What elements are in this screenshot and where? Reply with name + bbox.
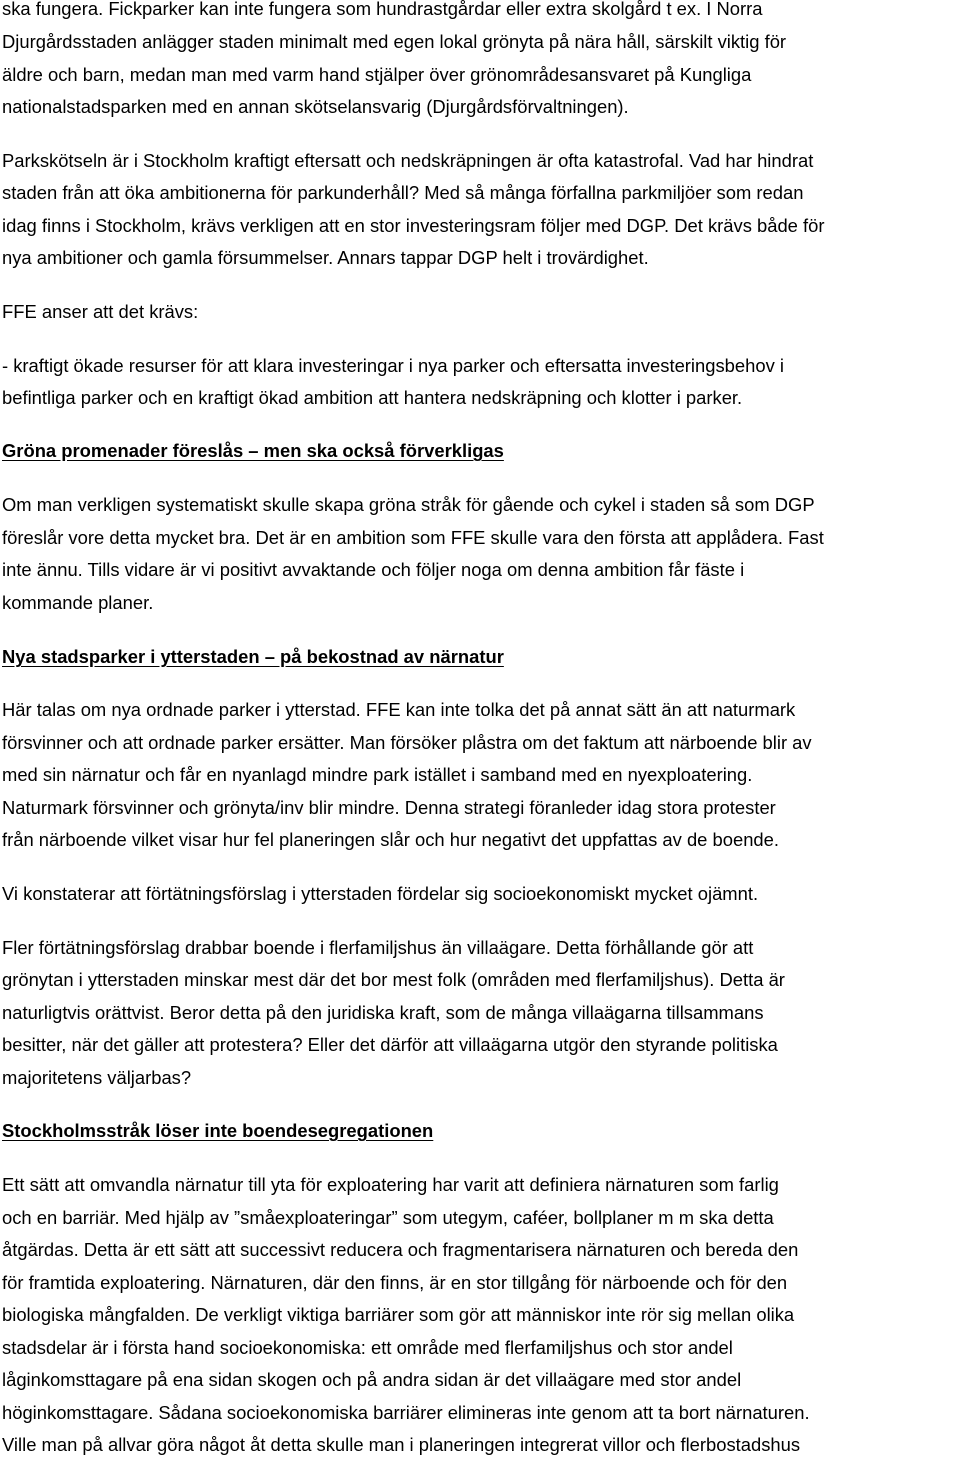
paragraph-line: och en barriär. Med hjälp av ”småexploateringar” som utegym, caféer, bollplaner m m ska detta [2, 1207, 774, 1228]
paragraph-line: äldre och barn, medan man med varm hand stjälper över grönområdesansvaret på Kungliga [2, 64, 752, 85]
paragraph-line: ska fungera. Fickparker kan inte fungera som hundrastgårdar eller extra skolgård t ex. I Norra [2, 0, 763, 19]
paragraph-line: nya ambitioner och gamla försummelser. Annars tappar DGP helt i trovärdighet. [2, 247, 649, 268]
paragraph-line: idag finns i Stockholm, krävs verkligen att en stor investeringsram följer med DGP. Det krävs både för [2, 215, 825, 236]
paragraph-line: höginkomsttagare. Sådana socioekonomiska barriärer elimineras inte genom att ta bort närnaturen. [2, 1402, 810, 1423]
paragraph-line: nationalstadsparken med en annan skötselansvarig (Djurgårdsförvaltningen). [2, 96, 629, 117]
paragraph-line: Om man verkligen systematiskt skulle skapa gröna stråk för gående och cykel i staden så som DGP [2, 494, 815, 515]
paragraph-line: Ville man på allvar göra något åt detta skulle man i planeringen integrerat villor och flerbostadshus [2, 1434, 801, 1455]
paragraph-line: staden från att öka ambitionerna för parkunderhåll? Med så många förfallna parkmiljöer som redan [2, 182, 804, 203]
list-item-line: befintliga parker och en kraftigt ökad ambition att hantera nedskräpning och klotter i parker. [2, 387, 743, 408]
paragraph-line: för framtida exploatering. Närnaturen, där den finns, är en stor tillgång för närboende och för den [2, 1272, 788, 1293]
paragraph-line: stadsdelar är i första hand socioekonomiska: ett område med flerfamiljshus och stor andel [2, 1337, 733, 1358]
paragraph-line: biologiska mångfalden. De verkligt viktiga barriärer som gör att människor inte rör sig mellan olika [2, 1304, 795, 1325]
paragraph-line: Vi konstaterar att förtätningsförslag i ytterstaden fördelar sig socioekonomiskt mycket ojämnt. [2, 883, 759, 904]
paragraph-line: besitter, när det gäller att protestera? Eller det därför att villaägarna utgör den styrande politiska [2, 1034, 778, 1055]
paragraph-line: inte ännu. Tills vidare är vi positivt avvaktande och följer noga om denna ambition får fäste i [2, 559, 745, 580]
paragraph-line: grönytan i ytterstaden minskar mest där det bor mest folk (områden med flerfamiljshus). Detta är [2, 969, 785, 990]
paragraph-line: FFE anser att det krävs: [2, 301, 199, 322]
paragraph-line: Parkskötseln är i Stockholm kraftigt eftersatt och nedskräpningen är ofta katastrofal. Vad har hindrat [2, 150, 814, 171]
paragraph-line: åtgärdas. Detta är ett sätt att successivt reducera och fragmentarisera närnaturen och bereda den [2, 1239, 799, 1260]
section-heading: Nya stadsparker i ytterstaden – på bekostnad av närnatur [2, 646, 504, 667]
paragraph-line: från närboende vilket visar hur fel planeringen slår och hur negativt det uppfattas av de boende. [2, 829, 779, 850]
paragraph-line: Här talas om nya ordnade parker i ytterstad. FFE kan inte tolka det på annat sätt än att naturmark [2, 699, 796, 720]
paragraph-line: naturligtvis orättvist. Beror detta på den juridiska kraft, som de många villaägarna tillsammans [2, 1002, 764, 1023]
paragraph-line: föreslår vore detta mycket bra. Det är en ambition som FFE skulle vara den första att applådera. Fast [2, 527, 824, 548]
paragraph-line: Ett sätt att omvandla närnatur till yta för exploatering har varit att definiera närnaturen som farlig [2, 1174, 779, 1195]
list-item-line: - kraftigt ökade resurser för att klara investeringar i nya parker och eftersatta investeringsbehov i [2, 355, 784, 376]
paragraph-line: majoritetens väljarbas? [2, 1067, 192, 1088]
section-heading: Gröna promenader föreslås – men ska också förverkligas [2, 440, 504, 461]
paragraph-line: Naturmark försvinner och grönyta/inv blir mindre. Denna strategi föranleder idag stora protester [2, 797, 776, 818]
paragraph-line: låginkomsttagare på ena sidan skogen och på andra sidan är det villaägare med stor andel [2, 1369, 742, 1390]
paragraph-line: Djurgårdsstaden anlägger staden minimalt med egen lokal grönyta på nära håll, särskilt viktig för [2, 31, 787, 52]
paragraph-line: Fler förtätningsförslag drabbar boende i flerfamiljshus än villaägare. Detta förhållande gör att [2, 937, 754, 958]
paragraph-line: kommande planer. [2, 592, 154, 613]
paragraph-line: med sin närnatur och får en nyanlagd mindre park istället i samband med en nyexploatering. [2, 764, 753, 785]
section-heading: Stockholmsstråk löser inte boendesegregationen [2, 1120, 434, 1141]
paragraph-line: försvinner och att ordnade parker ersätter. Man försöker plåstra om det faktum att närboende blir av [2, 732, 812, 753]
